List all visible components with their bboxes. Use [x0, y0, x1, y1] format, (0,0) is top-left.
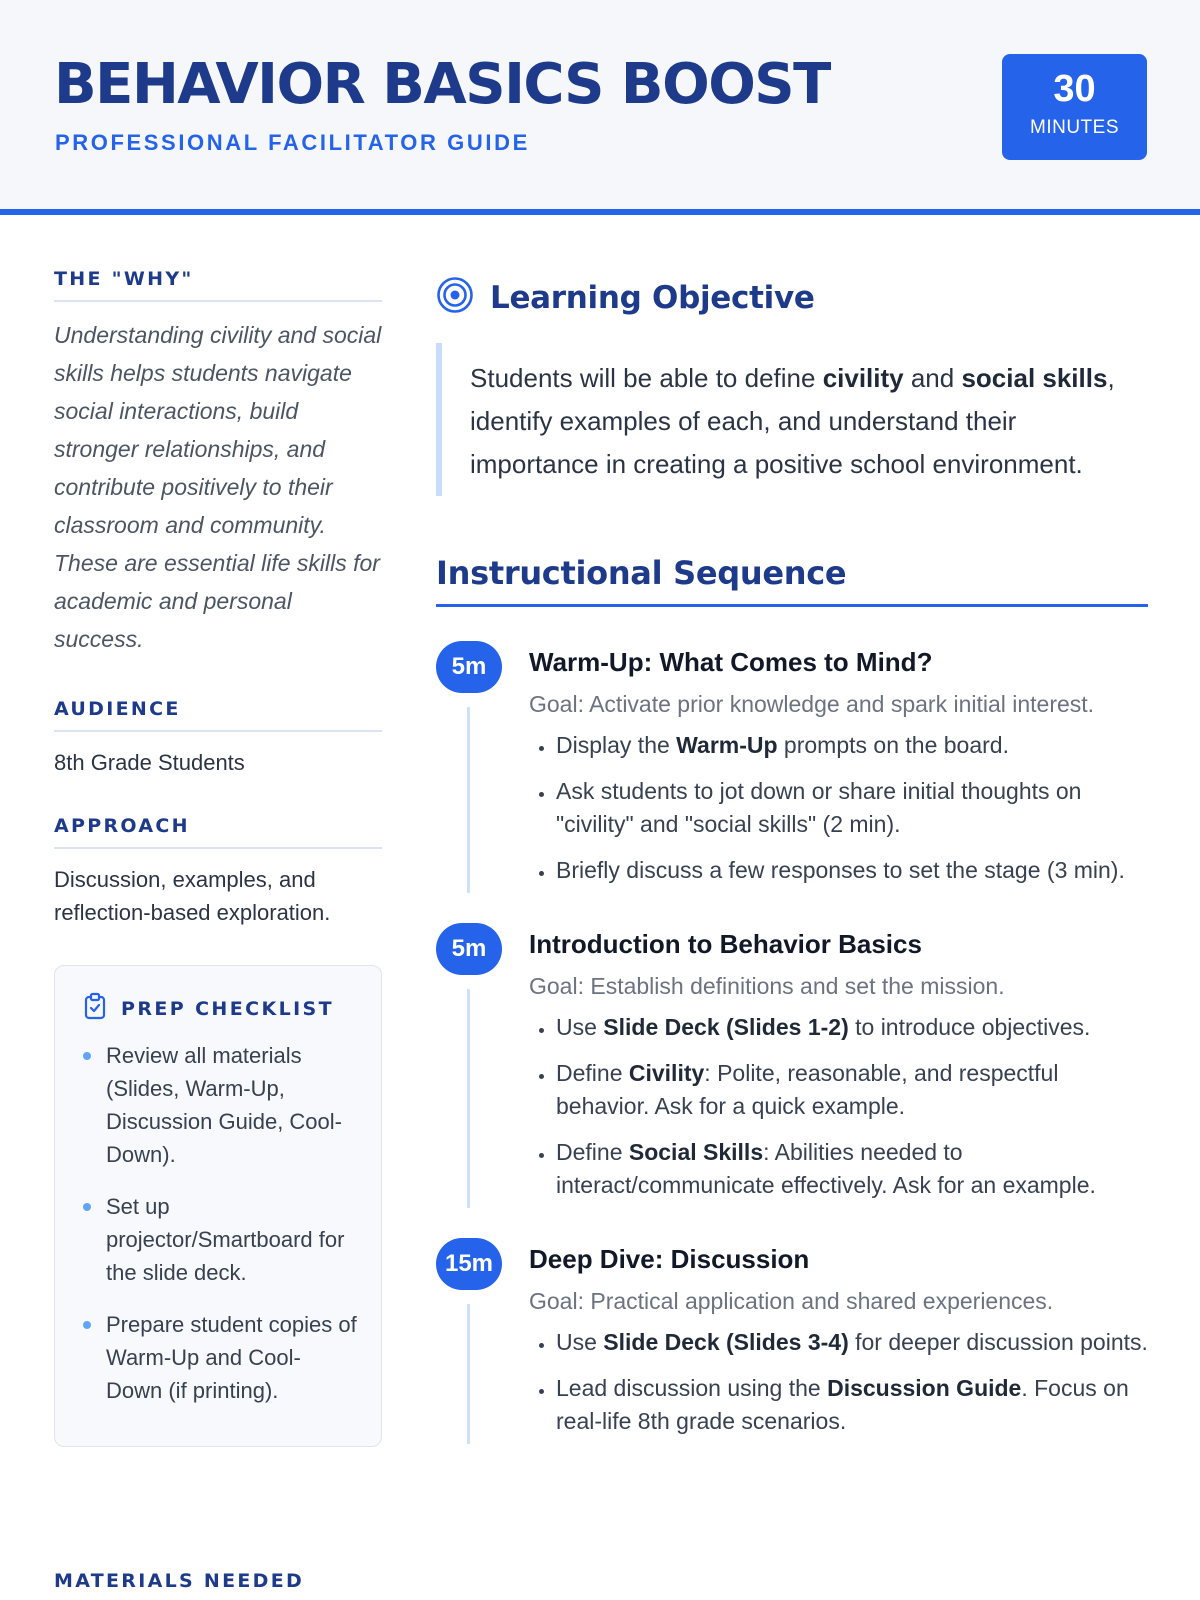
step-list-item	[556, 1136, 1148, 1202]
materials-heading: MATERIALS NEEDED	[54, 1570, 305, 1592]
audience-heading: AUDIENCE	[54, 698, 382, 732]
bold-term: Slide Deck (Slides 3-4)	[603, 1329, 849, 1355]
step-time-badge: 5m	[436, 641, 502, 693]
sequence-heading: Instructional Sequence	[436, 554, 1148, 607]
bold-term: Slide Deck (Slides 1-2)	[603, 1014, 849, 1040]
objective-heading: Learning Objective	[490, 279, 815, 316]
prep-checklist-item: Set up projector/Smartboard for the slide deck.	[83, 1190, 357, 1289]
text-segment: : Abilities needed to interact/communicate effectively. Ask for an example.	[556, 1139, 1096, 1198]
timeline-rail	[467, 989, 470, 1208]
step-title: Introduction to Behavior Basics	[529, 929, 922, 959]
approach-heading: APPROACH	[54, 815, 382, 849]
approach-text: Discussion, examples, and reflection-based exploration.	[54, 867, 331, 925]
bold-term: civility	[822, 363, 904, 393]
text-segment: for deeper discussion points.	[848, 1329, 1148, 1355]
page-title: BEHAVIOR BASICS BOOST	[54, 52, 830, 117]
step-goal: Goal: Activate prior knowledge and spark initial interest.	[529, 691, 1095, 717]
prep-checklist	[54, 965, 382, 1447]
target-icon	[436, 276, 474, 319]
text-segment: Students will be able to define	[470, 363, 823, 393]
text-segment: : Polite, reasonable, and respectful behavior. Ask for a quick example.	[556, 1060, 1059, 1119]
sidebar	[54, 268, 382, 1447]
duration-badge	[1002, 54, 1147, 160]
duration-value: 30	[1053, 68, 1096, 110]
text-segment: to introduce objectives.	[848, 1014, 1091, 1040]
header	[0, 0, 1200, 215]
page-subtitle: PROFESSIONAL FACILITATOR GUIDE	[55, 130, 530, 155]
audience-text: 8th Grade Students	[54, 750, 245, 775]
text-segment: Use	[556, 1014, 604, 1040]
prep-checklist-item: Prepare student copies of Warm-Up and Cool-Down (if printing).	[83, 1308, 357, 1407]
step-list-item	[556, 1372, 1148, 1438]
text-segment: Define	[556, 1139, 629, 1165]
step-list-item	[556, 1011, 1148, 1044]
text-segment: Lead discussion using the	[556, 1375, 828, 1401]
step-list-item	[556, 1326, 1148, 1359]
step-list	[529, 1011, 1148, 1202]
text-segment: and	[903, 363, 962, 393]
step-list	[529, 729, 1148, 887]
text-segment: prompts on the board.	[777, 732, 1009, 758]
step-goal: Goal: Practical application and shared experiences.	[529, 1288, 1054, 1314]
text-segment: , identify examples of each, and understand their importance in creating a positive school environment.	[470, 363, 1115, 479]
text-segment: Use	[556, 1329, 604, 1355]
sequence-steps	[436, 647, 1148, 1438]
sequence-step	[436, 929, 1148, 1202]
text-segment: Display the	[556, 732, 677, 758]
main-content	[436, 276, 1148, 1451]
bold-term: Discussion Guide	[827, 1375, 1022, 1401]
bold-term: social skills	[961, 363, 1108, 393]
step-title: Deep Dive: Discussion	[529, 1244, 810, 1274]
step-list	[529, 1326, 1148, 1438]
step-goal: Goal: Establish definitions and set the mission.	[529, 973, 1005, 999]
why-heading: THE "WHY"	[54, 268, 382, 302]
bold-term: Warm-Up	[676, 732, 778, 758]
step-list-item	[556, 775, 1148, 841]
duration-unit: MINUTES	[1030, 117, 1119, 138]
text-segment: Define	[556, 1060, 629, 1086]
prep-checklist-heading: PREP CHECKLIST	[121, 997, 334, 1020]
why-text: Understanding civility and social skills helps students navigate social interactions, build stronger relationships, and contribute positively to their classroom and community. These are essential life skills for academic and personal success.	[54, 322, 382, 652]
bold-term: Civility	[628, 1060, 705, 1086]
text-segment: . Focus on real-life 8th grade scenarios.	[556, 1375, 1129, 1434]
prep-checklist-header	[83, 992, 357, 1025]
prep-checklist-item: Review all materials (Slides, Warm-Up, Discussion Guide, Cool-Down).	[83, 1039, 357, 1171]
bold-term: Social Skills	[628, 1139, 764, 1165]
clipboard-check-icon	[83, 992, 107, 1025]
sequence-step	[436, 1244, 1148, 1438]
step-time-badge: 5m	[436, 923, 502, 975]
text-segment: Briefly discuss a few responses to set the stage (3 min).	[556, 857, 1125, 883]
step-list-item	[556, 1057, 1148, 1123]
sequence-step	[436, 647, 1148, 887]
step-title: Warm-Up: What Comes to Mind?	[529, 647, 933, 677]
objective-header	[436, 276, 1148, 319]
step-list-item	[556, 854, 1148, 887]
step-list-item	[556, 729, 1148, 762]
text-segment: Ask students to jot down or share initial thoughts on "civility" and "social skills" (2 min).	[556, 778, 1082, 837]
timeline-rail	[467, 707, 470, 893]
timeline-rail	[467, 1304, 470, 1444]
objective-text	[436, 343, 1148, 496]
step-time-badge: 15m	[436, 1238, 502, 1290]
prep-checklist-list	[83, 1039, 357, 1407]
